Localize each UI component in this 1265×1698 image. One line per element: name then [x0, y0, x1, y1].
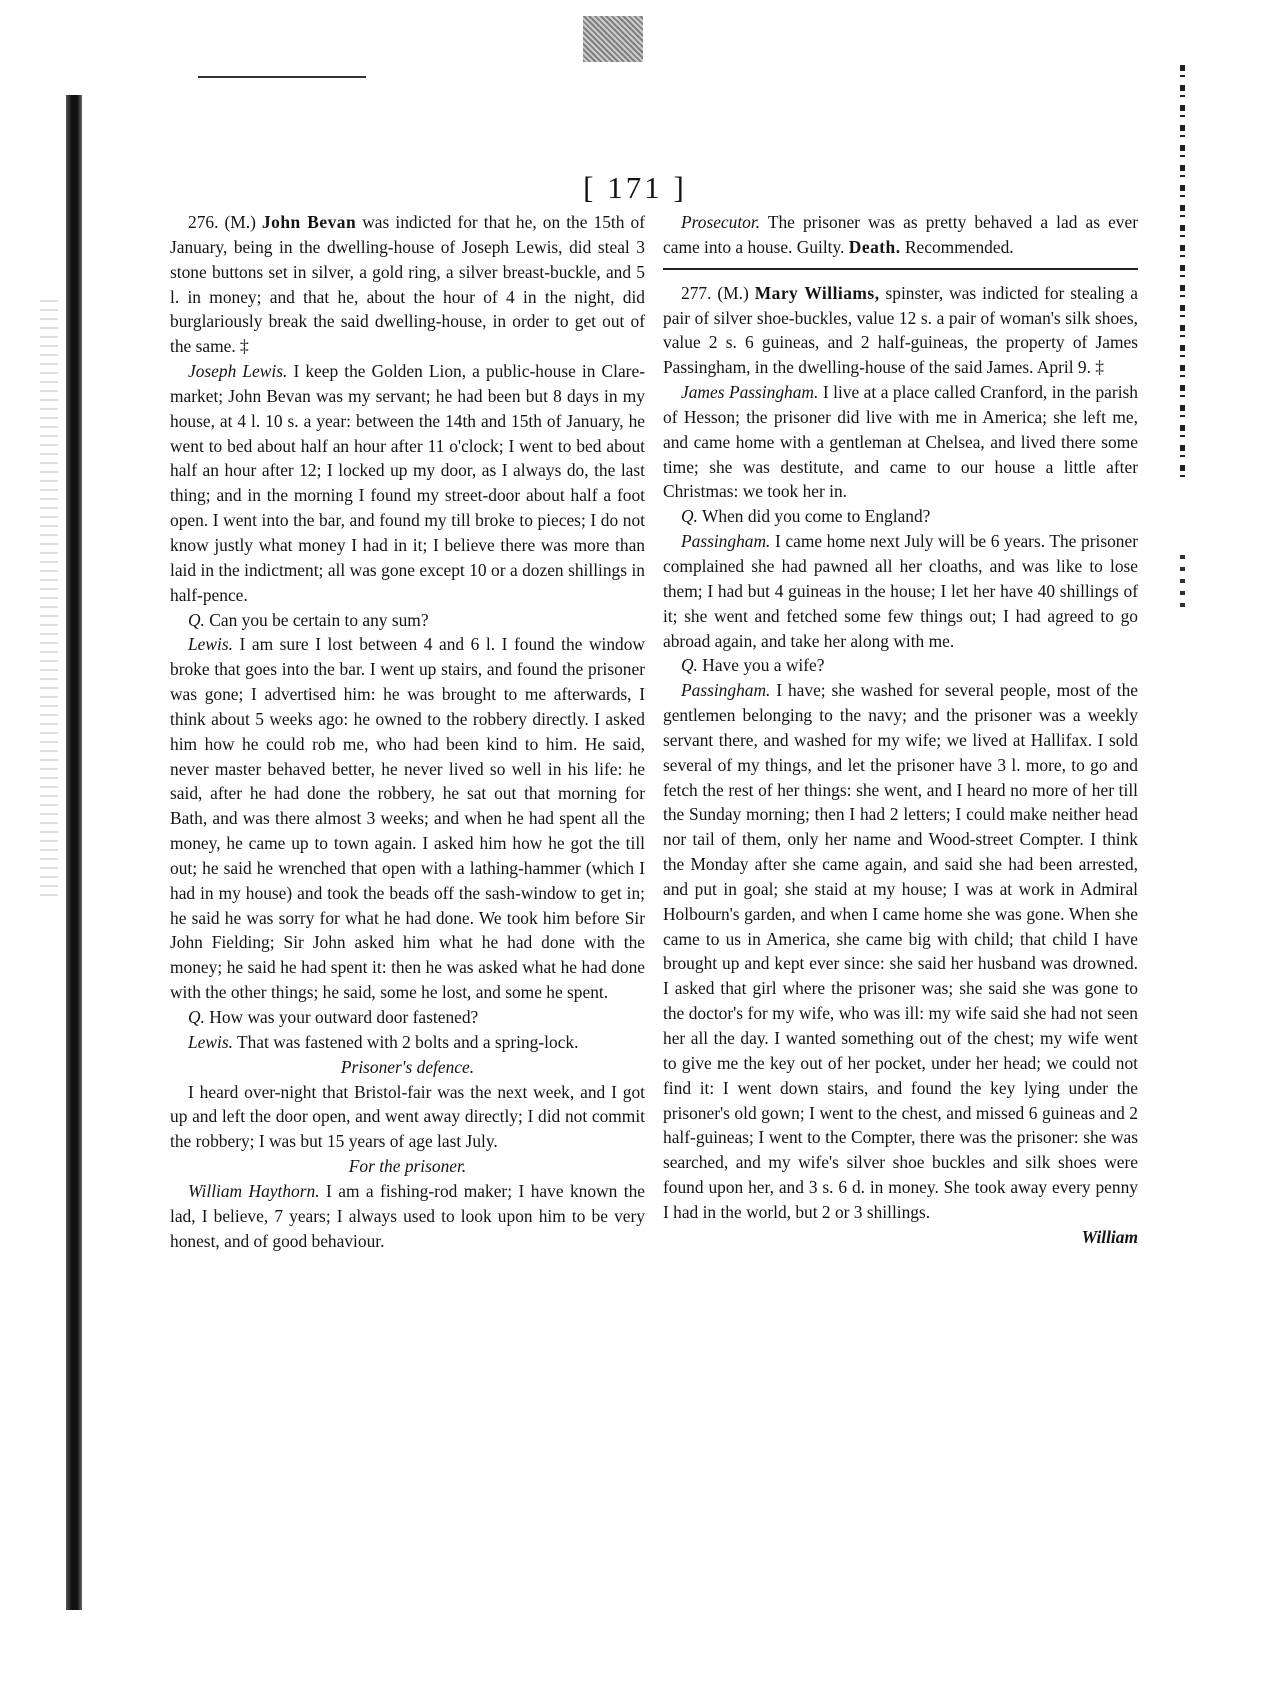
testimony-paragraph: Passingham. I have; she washed for several people, most of the gentlemen belonging to the navy; and the prisoner was a weekly servant there, and washed for my wife; we lived at Hallifax. I sold several of my things, and let the prisoner have 3 l. more, to go and fetch the rest of her things: she went, and I heard no more of her till the Sunday morning; then I had 2 letters; I could make neither head nor tail of them, only her name and Wood-street Compter. I think the Monday after she came again, and said she had been arrested, and put in goal; she staid at my house; I was at work in Admiral Holbourn's garden, and when I came home she was gone. When she came to us in America, she came big with child; that child I have brought up and kept ever since: she said her husband was drowned. I asked that girl where the prisoner was; she said she was gone to the doctor's for my wife, who was ill: my wife said she had not seen her all the day. I wanted something out of the chest; my wife went to give me the key out of her pocket, under her head; we could not find it: I went down stairs, and found the key lying under the prisoner's old gown; I went to the chest, and missed 6 guineas and 2 half-guineas; I went to the Compter, there was the prisoner: she was searched, and my wife's silver shoe buckles and silk shoes were found upon her, and 3 s. 6 d. in money. She took away every penny I had in the world, but 2 or 3 shillings.	[663, 680, 1138, 1222]
question-paragraph: Q. When did you come to England?	[681, 506, 931, 527]
defendant-name: John Bevan	[261, 212, 357, 232]
speaker-name: Lewis.	[188, 1031, 233, 1052]
testimony-paragraph: James Passingham. I live at a place called Cranford, in the parish of Hesson; the prisoner did live with me in America; she left me, and came home with a gentleman at Chelsea, and lived there some time; she was destitute, and came to our house a little after Christmas: we took her in.	[663, 382, 1138, 502]
speaker-name: Passingham.	[681, 680, 771, 701]
speaker-name: Prosecutor.	[681, 212, 761, 232]
speaker-name: Passingham.	[681, 531, 771, 552]
defence-heading: Prisoner's defence.	[340, 1056, 475, 1077]
defence-paragraph: I heard over-night that Bristol-fair was the next week, and I got up and left the door open, and went away directly; I did not commit the robbery; I was but 15 years of age last July.	[170, 1081, 645, 1152]
verdict: Death.	[848, 236, 901, 257]
speaker-name: Joseph Lewis.	[188, 361, 288, 382]
question-paragraph: Q. How was your outward door fastened?	[188, 1007, 479, 1027]
testimony-paragraph: Lewis. I am sure I lost between 4 and 6 l. I found the window broke that goes into the bar. I went up stairs, and found the prisoner was gone; I advertised him: he was brought to me afterwards, I think about 5 weeks ago: he owned to the robbery directly. I asked him how he could rob me, who had been kind to him. He said, never master behaved better, he never lived so well in his life: he said, after he had done the robbery, he sat out that morning for Bath, and was there almost 3 weeks; and when he had spent all the money, he came up to town again. I asked him how he got the till out; he said he wrenched that open with a lathing-hammer (which I had in my house) and took the beads off the sash-window to get in; he said he was sorry for what he had done. We took him before Sir John Fielding; Sir John asked him what he had done with the money; he said he had spent it: then he was asked what he had done with the other things; he said, some he lost, and some he spent.	[170, 634, 645, 1003]
testimony-paragraph: William Haythorn. I am a fishing-rod maker; I have known the lad, I believe, 7 years; I always used to look upon him to be very honest, and of good behaviour.	[170, 1180, 645, 1251]
right-column	[663, 210, 1138, 1250]
top-rule	[198, 76, 366, 78]
case-276: 276. (M.) John Bevan was indicted for that he, on the 15th of January, being in the dwelling-house of Joseph Lewis, did steal 3 stone buttons set in silver, a gold ring, a silver breast-buckle, and 5 l. in money; and that he, about the hour of 4 in the night, did burglariously break the said dwelling-house, in order to get out of the same. ‡	[170, 212, 645, 357]
defendant-name: Mary Williams,	[754, 282, 880, 303]
speaker-name: William Haythorn.	[188, 1180, 320, 1201]
testimony-paragraph: Lewis. That was fastened with 2 bolts and a spring-lock.	[188, 1031, 579, 1052]
speaker-name: Lewis.	[188, 634, 233, 655]
testimony-paragraph: Joseph Lewis. I keep the Golden Lion, a public-house in Clare-market; John Bevan was my servant; he had been but 8 days in my house, at 4 l. 10 s. a year: between the 14th and 15th of January, he went to bed about half an hour after 11 o'clock; I went to bed about half an hour after 12; I locked up my door, as I always do, the last thing; and in the morning I found my street-door about half a foot open. I went into the bar, and found my till broke to pieces; I do not know justly what money I had in it; I believe there was more than laid in the indictment; all was gone except 10 or a dozen shillings in half-pence.	[170, 361, 645, 605]
prosecutor-paragraph: Prosecutor. The prisoner was as pretty behaved a lad as ever came into a house. Guilty. Death. Recommended.	[663, 212, 1139, 257]
question-paragraph: Q. Have you a wife?	[681, 655, 825, 676]
case-277: 277. (M.) Mary Williams, spinster, was indicted for stealing a pair of silver shoe-buckles, value 12 s. a pair of woman's silk shoes, value 2 s. 6 guineas, and 2 half-guineas, the property of James Passingham, in the dwelling-house of the said James. April 9. ‡	[663, 282, 1139, 378]
testimony-paragraph: Passingham. I came home next July will be 6 years. The prisoner complained she had pawned all her cloaths, and was like to lose them; I had but 4 guineas in the house; I let her have 40 shillings of it; she went and fetched some few things out; I had agreed to go abroad again, and take her along with me.	[663, 531, 1138, 651]
header-ornament-icon	[583, 16, 643, 62]
scan-binding-edge	[66, 95, 82, 1610]
for-prisoner-heading: For the prisoner.	[348, 1156, 467, 1177]
scan-noise	[40, 300, 58, 900]
right-margin-marks-lower	[1180, 555, 1185, 615]
right-margin-marks	[1180, 65, 1185, 485]
catchword: William	[1081, 1226, 1138, 1247]
left-column	[170, 210, 645, 1253]
question-paragraph: Q. Can you be certain to any sum?	[188, 609, 429, 630]
speaker-name: James Passingham.	[681, 382, 819, 403]
case-divider	[663, 268, 1138, 270]
page-number: [ 171 ]	[583, 170, 687, 205]
